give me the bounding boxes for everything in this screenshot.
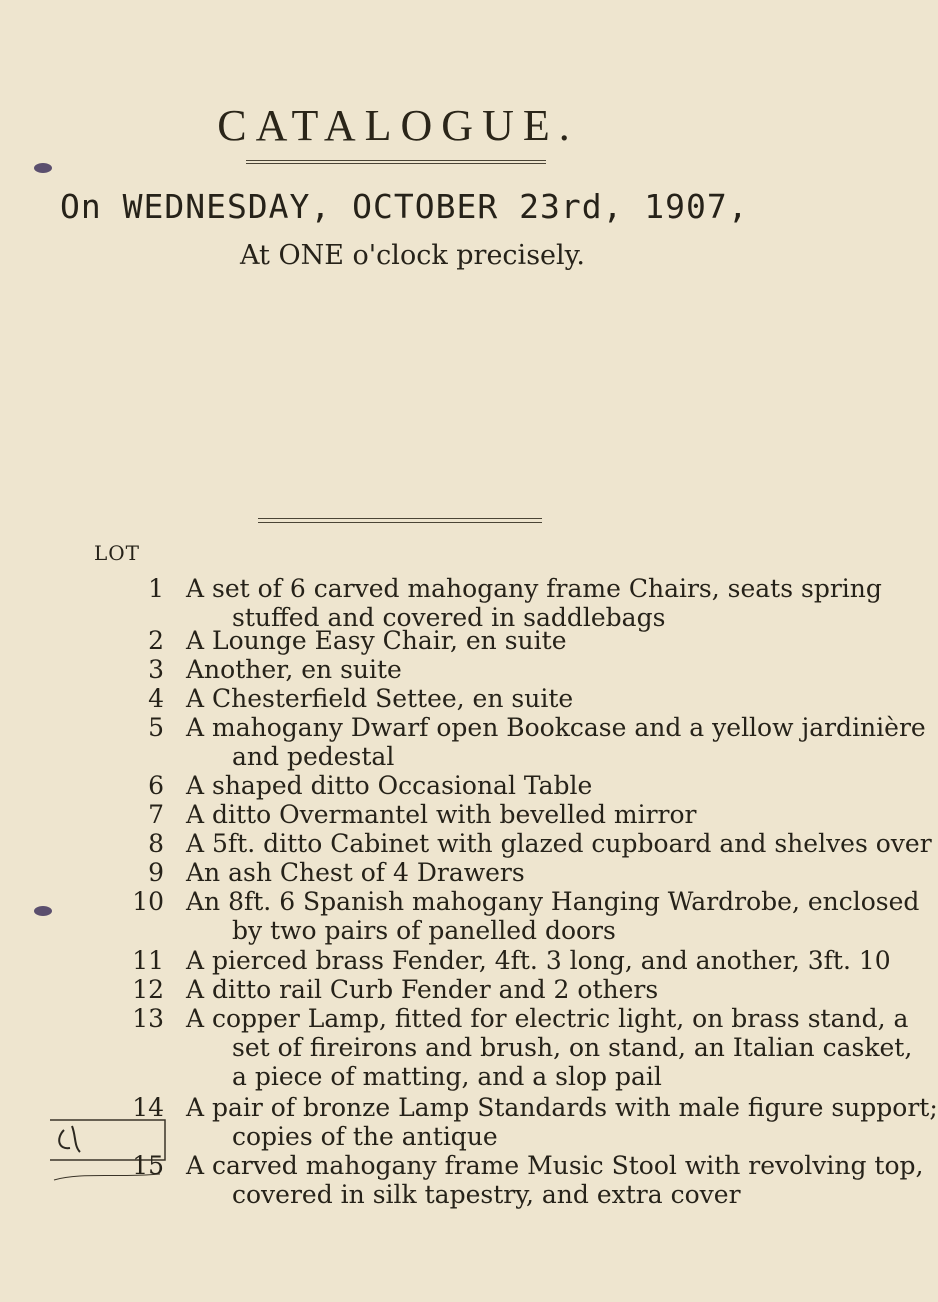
lot-number: 1: [148, 574, 164, 603]
catalogue-title: CATALOGUE.: [217, 101, 579, 150]
lot-description: [186, 1151, 924, 1209]
lot-line: Another, en suite: [186, 655, 402, 684]
lot-line: by two pairs of panelled doors: [232, 916, 616, 945]
lot-description: [186, 829, 932, 858]
lot-line: covered in silk tapestry, and extra cover: [232, 1180, 741, 1209]
ink-mark-icon: [30, 156, 56, 182]
lot-number: 2: [148, 626, 164, 655]
lot-line: set of fireirons and brush, on stand, an Italian casket,: [232, 1033, 913, 1062]
lot-line: A carved mahogany frame Music Stool with revolving top,: [186, 1151, 924, 1180]
time-rule-top: [258, 518, 542, 519]
lot-description: [186, 887, 920, 945]
lot-description: [186, 626, 776, 655]
lot-description: [186, 771, 776, 800]
lot-number: 11: [132, 946, 164, 975]
lot-number: 3: [148, 655, 164, 684]
sale-time-line: At ONE o'clock precisely.: [240, 240, 585, 271]
lot-line: A Chesterfield Settee, en suite: [186, 684, 574, 713]
lot-line: a piece of matting, and a slop pail: [232, 1062, 662, 1091]
lot-line: A pierced brass Fender, 4ft. 3 long, and another, 3ft. 10: [186, 946, 891, 975]
lot-number: 9: [148, 858, 164, 887]
lot-line: A Lounge Easy Chair, en suite: [186, 626, 567, 655]
lot-number: 10: [132, 887, 164, 916]
lot-number: 15: [132, 1151, 164, 1180]
lot-description: [186, 975, 776, 1004]
lot-number: 14: [132, 1093, 164, 1122]
lot-line: copies of the antique: [232, 1122, 498, 1151]
lot-description: [186, 655, 776, 684]
lot-line: A ditto rail Curb Fender and 2 others: [186, 975, 659, 1004]
lot-description: [186, 800, 776, 829]
lot-number: 5: [148, 713, 164, 742]
lot-description: [186, 1093, 938, 1151]
lot-line: stuffed and covered in saddlebags: [232, 603, 666, 632]
lot-description: [186, 574, 882, 632]
lot-description: [186, 1004, 913, 1091]
lot-line: A set of 6 carved mahogany frame Chairs, seats spring: [186, 574, 882, 603]
ink-mark-icon: [30, 899, 56, 925]
lot-number: 12: [132, 975, 164, 1004]
lot-line: A copper Lamp, fitted for electric light, on brass stand, a: [186, 1004, 909, 1033]
lot-number: 4: [148, 684, 164, 713]
title-rule-top: [246, 160, 546, 161]
lot-line: A 5ft. ditto Cabinet with glazed cupboard and shelves over: [186, 829, 932, 858]
lot-line: A mahogany Dwarf open Bookcase and a yellow jardinière: [186, 713, 926, 742]
lot-line: An 8ft. 6 Spanish mahogany Hanging Wardrobe, enclosed: [186, 887, 920, 916]
lot-description: [186, 713, 926, 771]
title-rule-bottom: [246, 163, 546, 164]
lot-line: A ditto Overmantel with bevelled mirror: [186, 800, 697, 829]
lot-line: An ash Chest of 4 Drawers: [186, 858, 525, 887]
lot-number: 8: [148, 829, 164, 858]
lot-description: [186, 684, 776, 713]
lot-line: A pair of bronze Lamp Standards with male figure support;: [186, 1093, 938, 1122]
lot-line: A shaped ditto Occasional Table: [186, 771, 593, 800]
lot-description: [186, 858, 776, 887]
lot-number: 7: [148, 800, 164, 829]
lot-line: and pedestal: [232, 742, 395, 771]
sale-date-line: On WEDNESDAY, OCTOBER 23rd, 1907,: [60, 187, 749, 226]
lot-number: 6: [148, 771, 164, 800]
lot-number: 13: [132, 1004, 164, 1033]
lot-description: [186, 946, 891, 975]
time-rule-bottom: [258, 522, 542, 523]
lot-column-heading: LOT: [94, 541, 141, 565]
